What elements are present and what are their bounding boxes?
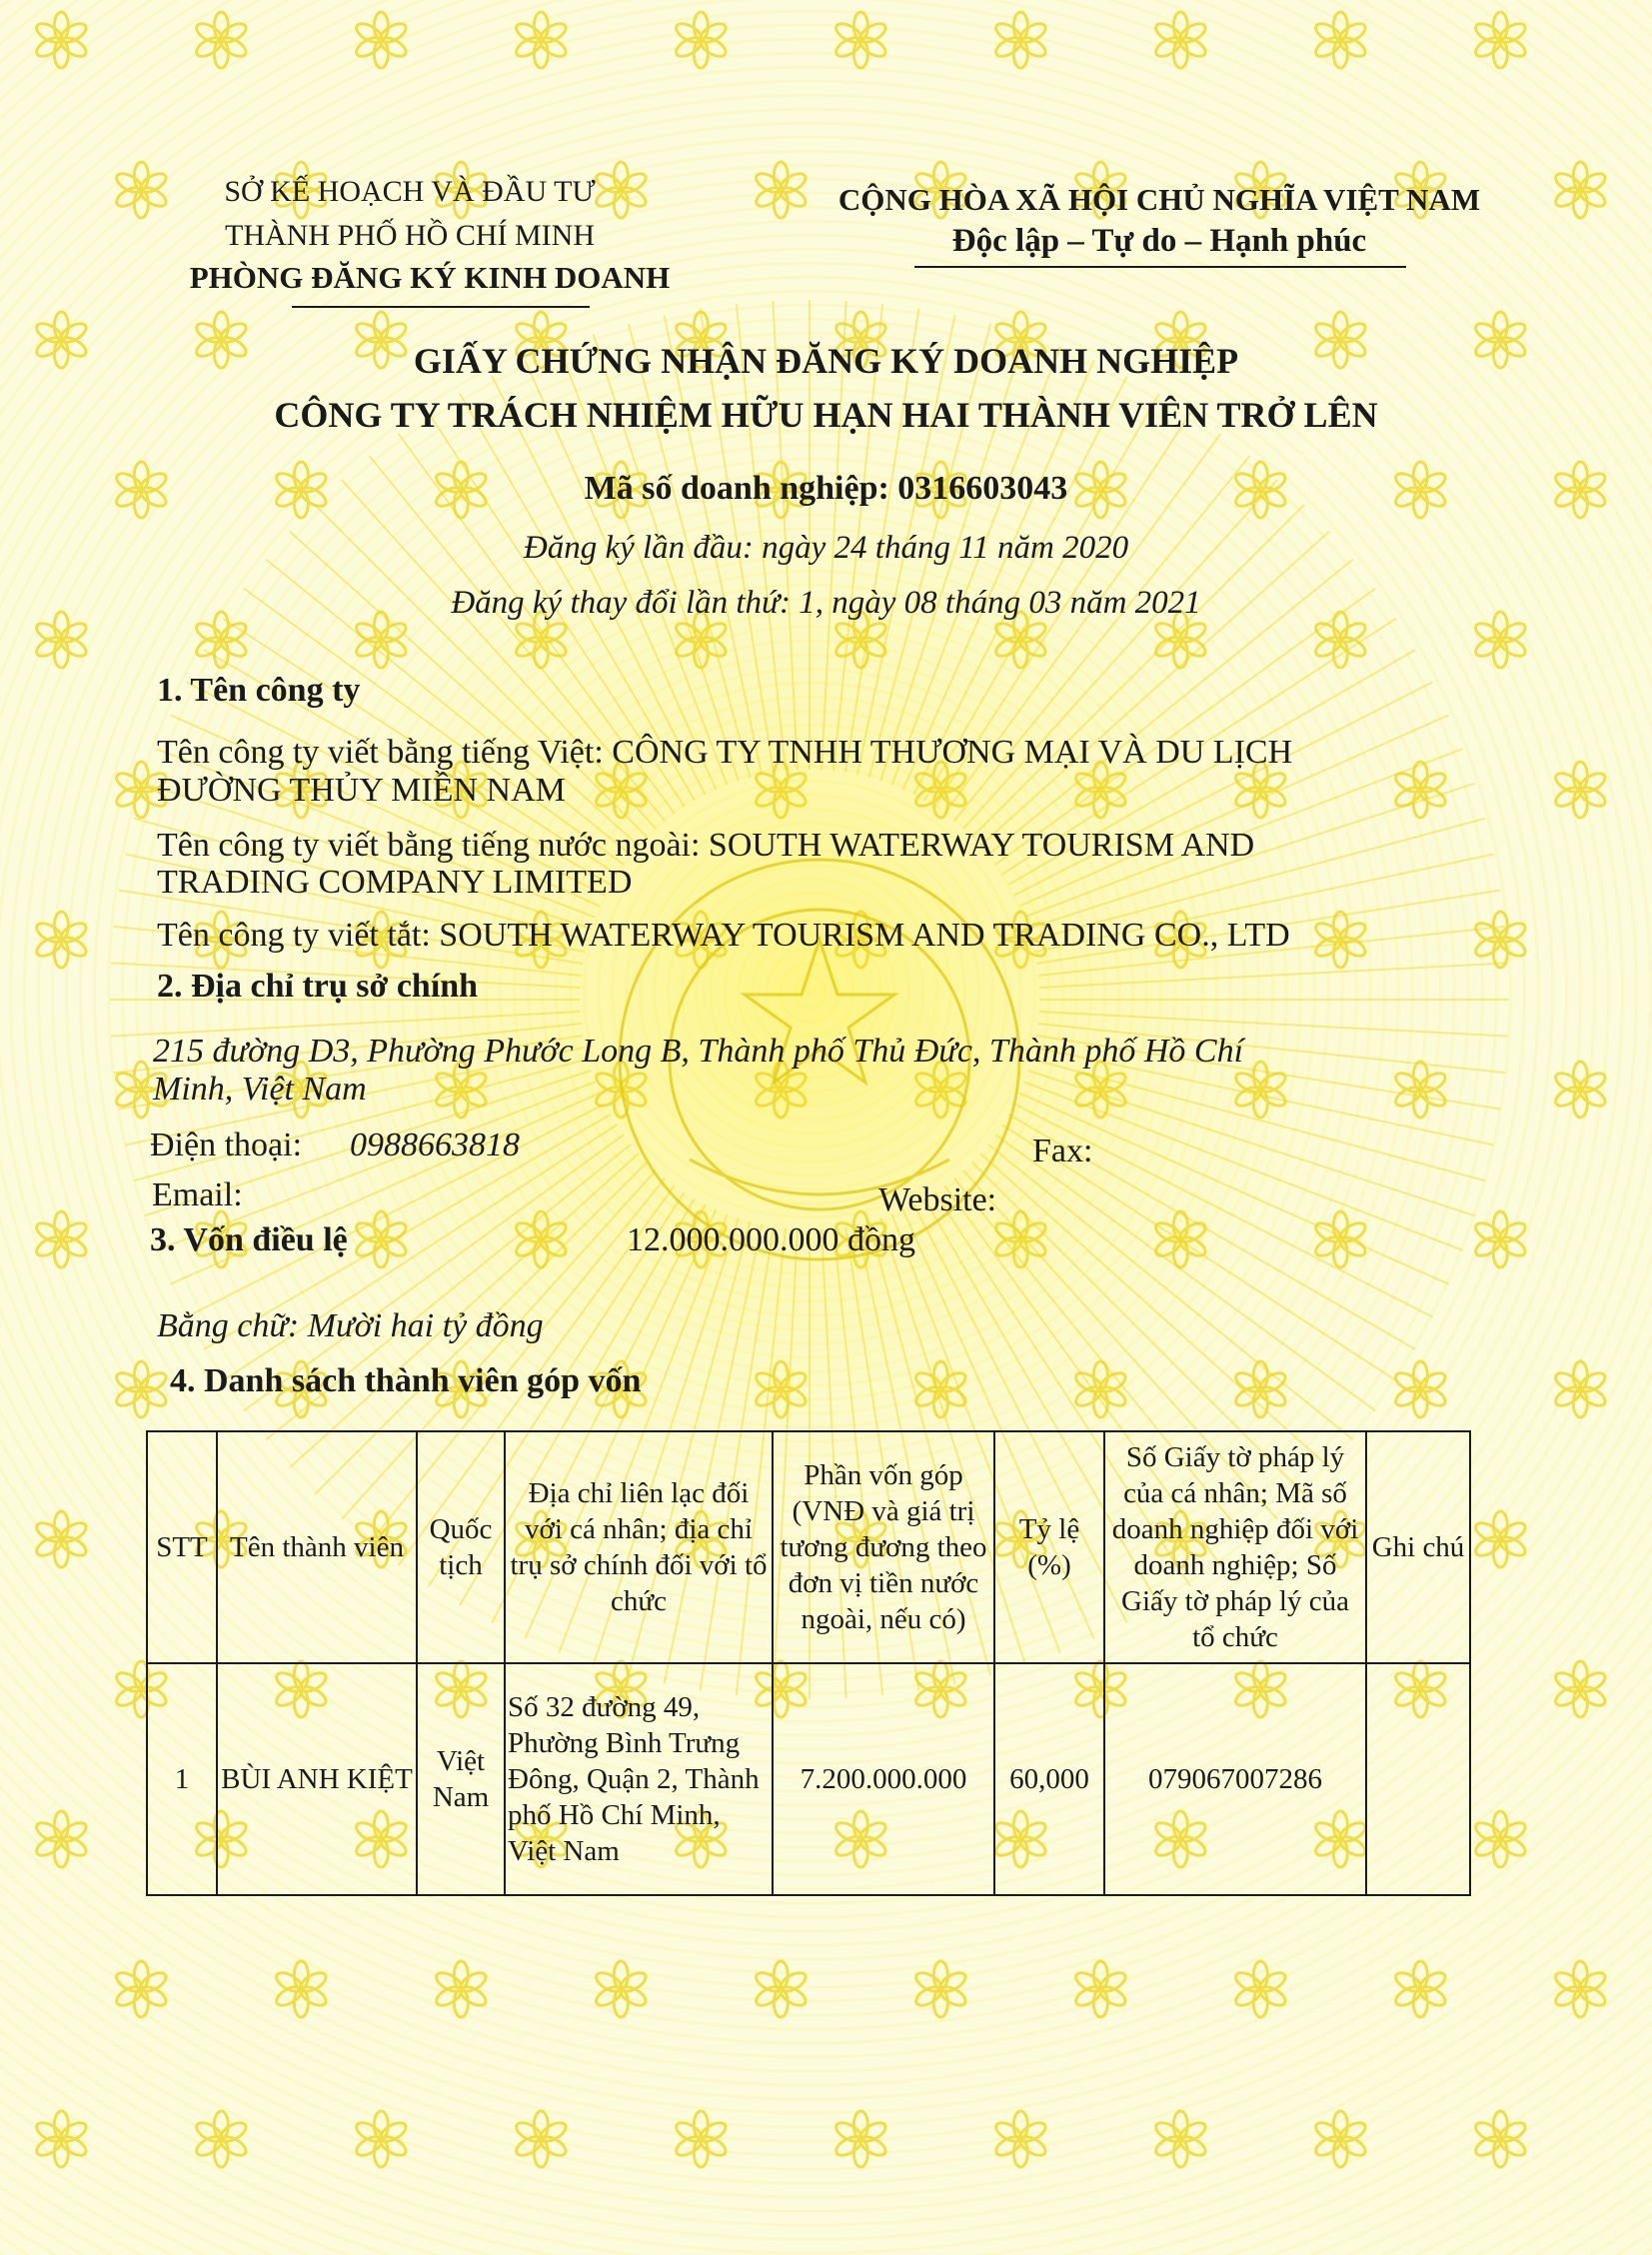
col-header-capital: Phần vốn góp (VNĐ và giá trị tương đương theo đơn vị tiền nước ngoài, nếu có) <box>773 1431 994 1663</box>
agency-line-1: SỞ KẾ HOẠCH VÀ ĐẦU TƯ <box>224 175 596 208</box>
agency-underline <box>292 306 590 308</box>
enterprise-code: Mã số doanh nghiệp: 0316603043 <box>584 470 1068 507</box>
cell-legal-document: 079067007286 <box>1104 1663 1366 1895</box>
col-header-legal-document: Số Giấy tờ pháp lý của cá nhân; Mã số doanh nghiệp đối với doanh nghiệp; Số Giấy tờ pháp lý của tổ chức <box>1104 1431 1366 1663</box>
cell-member-name: BÙI ANH KIỆT <box>217 1663 417 1895</box>
col-header-member-name: Tên thành viên <box>217 1431 417 1663</box>
national-title: CỘNG HÒA XÃ HỘI CHỦ NGHĨA VIỆT NAM <box>837 182 1481 217</box>
table-header-row <box>147 1431 1470 1663</box>
phone-value: 0988663818 <box>350 1127 520 1163</box>
document-title: GIẤY CHỨNG NHẬN ĐĂNG KÝ DOANH NGHIỆP <box>413 341 1239 381</box>
email-label: Email: <box>152 1176 243 1213</box>
cell-stt: 1 <box>147 1663 217 1895</box>
motto-underline <box>914 266 1406 268</box>
phone-label: Điện thoại: <box>150 1127 303 1163</box>
col-header-ratio: Tỷ lệ (%) <box>994 1431 1104 1663</box>
cell-capital: 7.200.000.000 <box>773 1663 994 1895</box>
col-header-nationality: Quốc tịch <box>417 1431 505 1663</box>
section-3-heading: 3. Vốn điều lệ <box>150 1221 348 1258</box>
company-type-title: CÔNG TY TRÁCH NHIỆM HỮU HẠN HAI THÀNH VIÊN TRỞ LÊN <box>274 395 1378 435</box>
foreign-name-line-1: Tên công ty viết bằng tiếng nước ngoài: SOUTH WATERWAY TOURISM AND <box>157 827 1255 864</box>
members-table <box>146 1430 1471 1896</box>
charter-capital-amount: 12.000.000.000 đồng <box>627 1221 915 1258</box>
foreign-name-line-2: TRADING COMPANY LIMITED <box>157 864 633 901</box>
fax-label: Fax: <box>1032 1132 1093 1169</box>
cell-nationality: Việt Nam <box>417 1663 505 1895</box>
col-header-note: Ghi chú <box>1366 1431 1470 1663</box>
national-motto: Độc lập – Tự do – Hạnh phúc <box>951 223 1367 259</box>
section-2-heading: 2. Địa chỉ trụ sở chính <box>157 968 479 1005</box>
cell-ratio: 60,000 <box>994 1663 1104 1895</box>
table-row <box>147 1663 1470 1895</box>
col-header-address: Địa chỉ liên lạc đối với cá nhân; địa chỉ trụ sở chính đối với tổ chức <box>505 1431 773 1663</box>
short-name: Tên công ty viết tắt: SOUTH WATERWAY TOURISM AND TRADING CO., LTD <box>157 917 1290 954</box>
cell-address: Số 32 đường 49, Phường Bình Trưng Đông, Quận 2, Thành phố Hồ Chí Minh, Việt Nam <box>505 1663 773 1895</box>
col-header-stt: STT <box>147 1431 217 1663</box>
vietnamese-name-line-1: Tên công ty viết bằng tiếng Việt: CÔNG TY TNHH THƯƠNG MẠI VÀ DU LỊCH <box>157 734 1293 771</box>
capital-in-words: Bằng chữ: Mười hai tỷ đồng <box>157 1307 544 1344</box>
vietnamese-name-line-2: ĐƯỜNG THỦY MIỀN NAM <box>157 772 566 809</box>
change-registration-date: Đăng ký thay đổi lần thứ: 1, ngày 08 tháng 03 năm 2021 <box>451 585 1201 621</box>
section-1-heading: 1. Tên công ty <box>157 672 361 709</box>
website-label: Website: <box>878 1181 997 1218</box>
agency-line-3: PHÒNG ĐĂNG KÝ KINH DOANH <box>189 260 671 295</box>
cell-note <box>1366 1663 1470 1895</box>
address-line-2: Minh, Việt Nam <box>153 1071 367 1108</box>
first-registration-date: Đăng ký lần đầu: ngày 24 tháng 11 năm 2020 <box>523 530 1129 566</box>
agency-line-2: THÀNH PHỐ HỒ CHÍ MINH <box>225 219 595 252</box>
address-line-1: 215 đường D3, Phường Phước Long B, Thành phố Thủ Đức, Thành phố Hồ Chí <box>153 1033 1244 1070</box>
section-4-heading: 4. Danh sách thành viên góp vốn <box>170 1362 642 1399</box>
